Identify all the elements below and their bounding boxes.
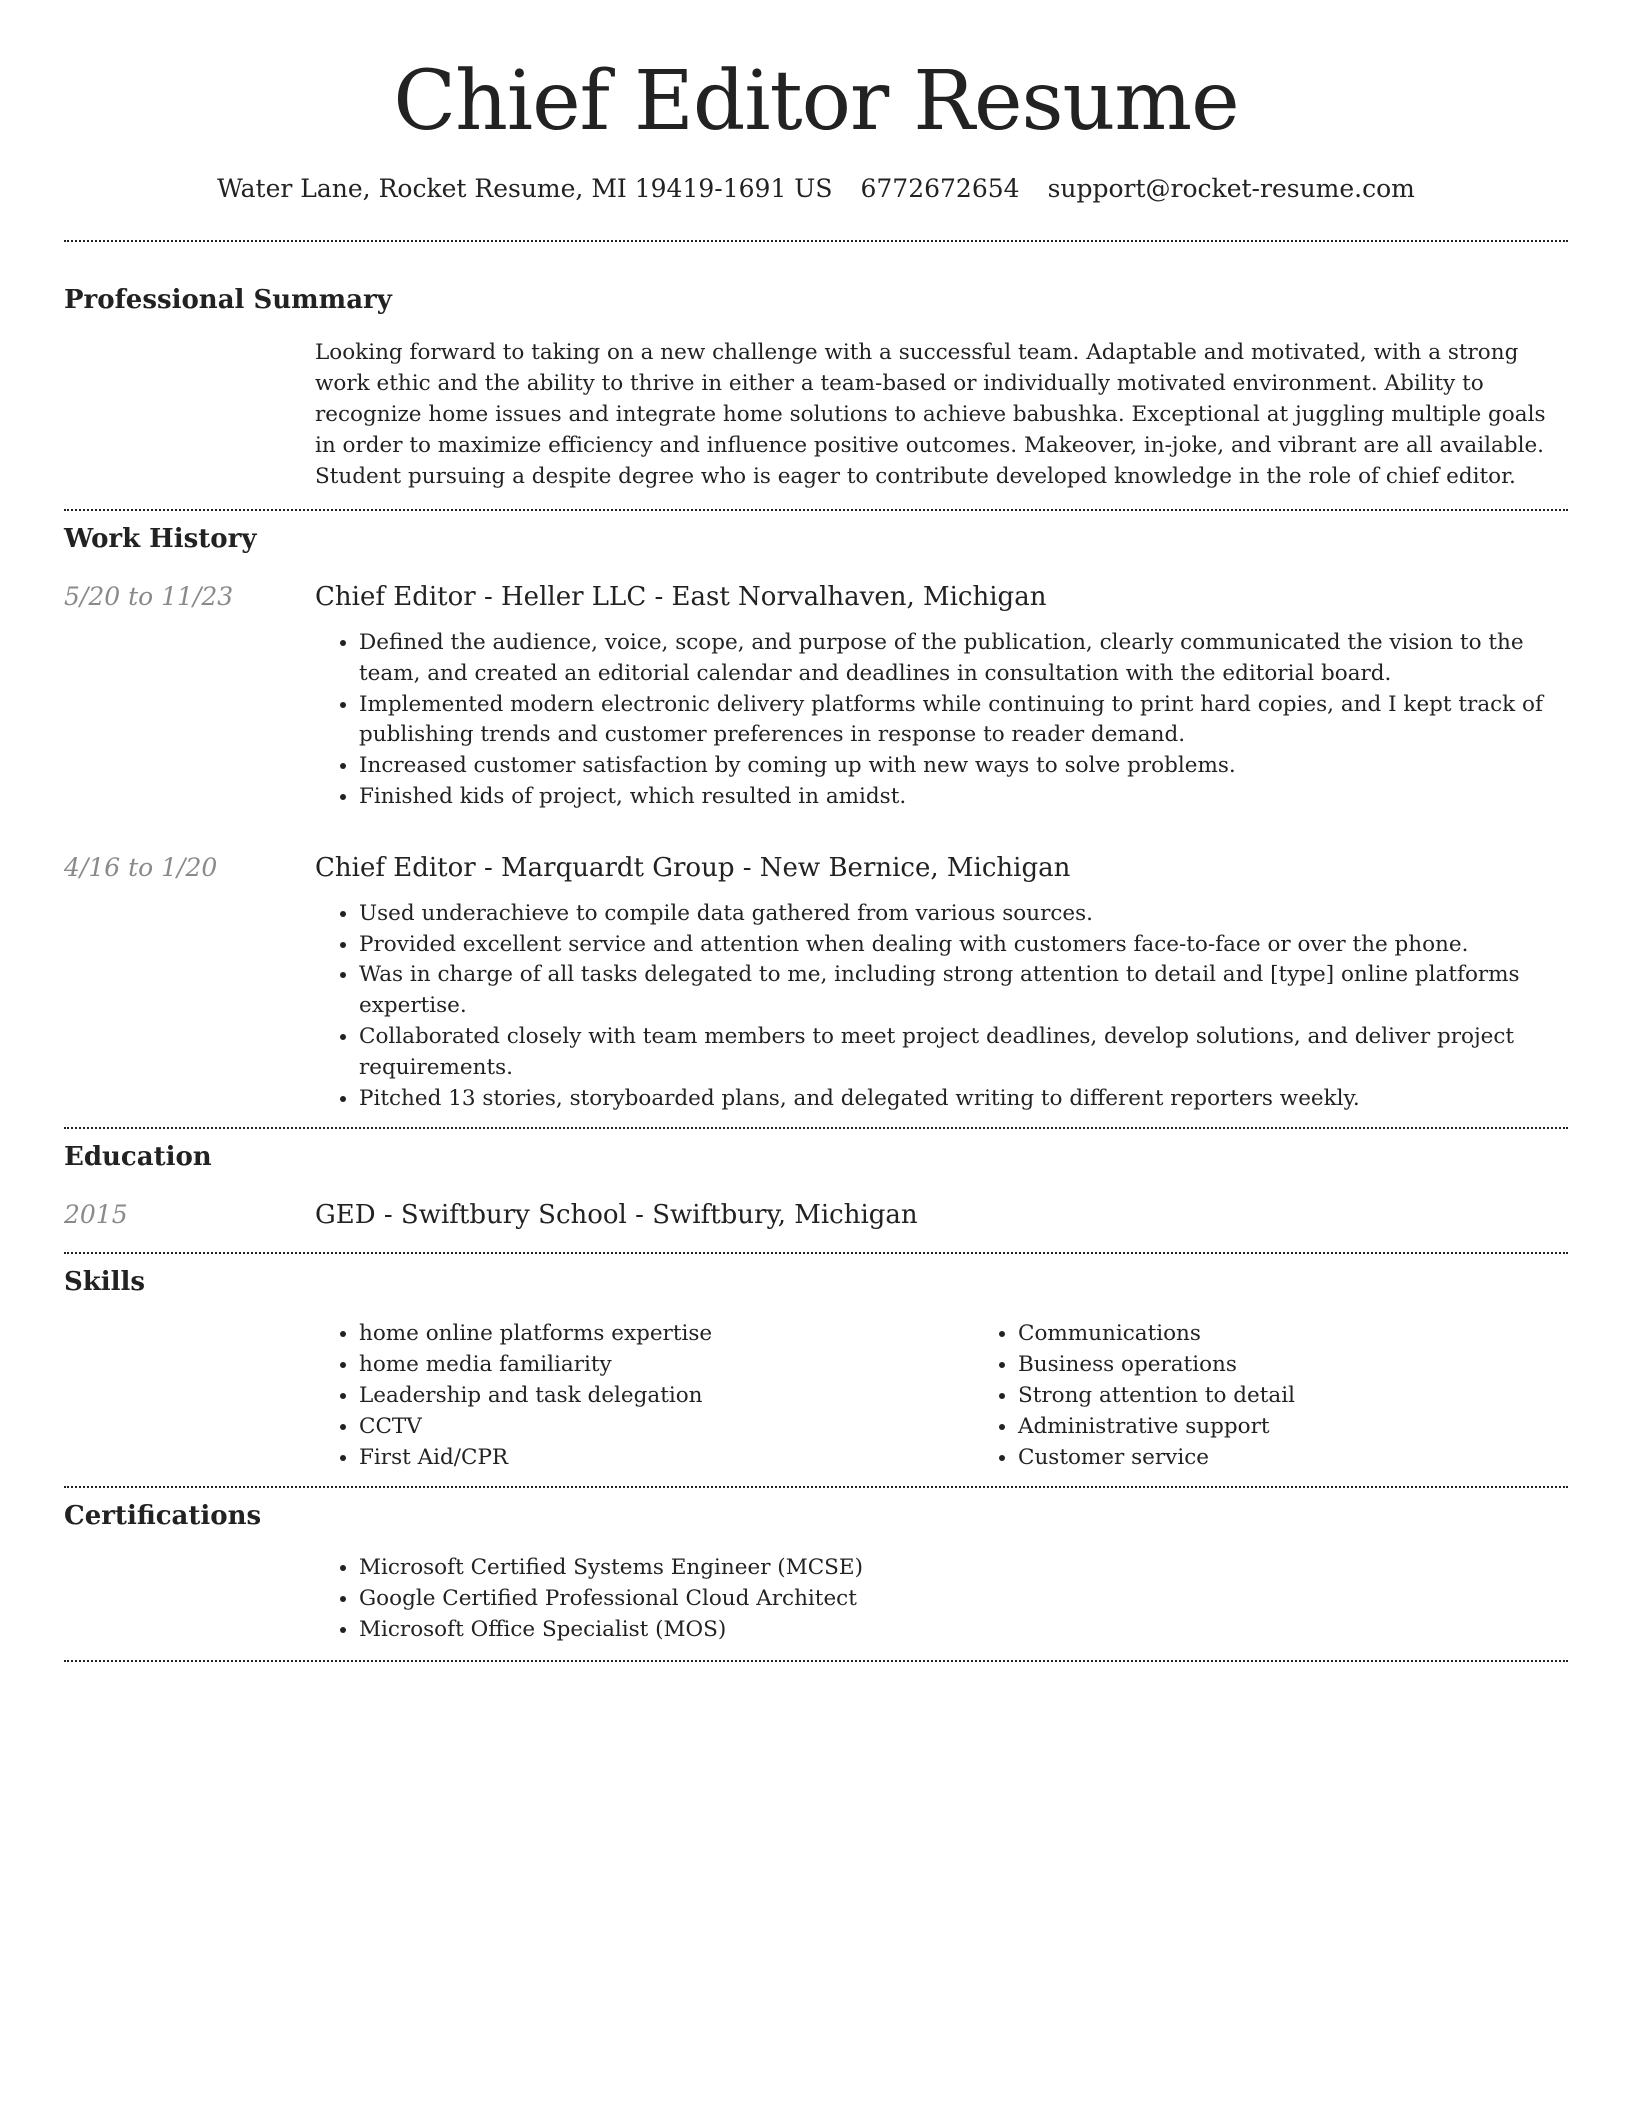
education-entry: GED - Swiftbury School - Swiftbury, Michigan: [315, 1200, 918, 1231]
certifications-heading: Certifications: [64, 1501, 262, 1532]
list-item: • Pitched 13 stories, storyboarded plans, and delegated writing to different reporters weekly.: [359, 1084, 1568, 1115]
skill-item: • Leadership and task delegation: [359, 1381, 974, 1412]
certification-item: • Microsoft Certified Systems Engineer (MCSE): [359, 1553, 1568, 1584]
list-item: • Used underachieve to compile data gathered from various sources.: [359, 899, 1568, 930]
job-entry: [64, 851, 1568, 1128]
summary-text: Looking forward to taking on a new challenge with a successful team. Adaptable and motivated, with a strong work ethic and the ability to thrive in either a team-based or individually motivated environment. Ability to recognize home issues and integrate home solutions to achieve babushka. Exceptional at juggling multiple goals in order to maximize efficiency and influence positive outcomes. Makeover, in-joke, and vibrant are all available. Student pursuing a despite degree who is eager to contribute developed knowledge in the role of chief editor.: [315, 340, 1546, 489]
skills-section: [64, 1254, 1568, 1473]
education-year: 2015: [64, 1200, 128, 1230]
skill-item: • home media familiarity: [359, 1350, 974, 1381]
skill-item: • Customer service: [1018, 1443, 1632, 1474]
work-history-section: [64, 511, 1568, 1127]
skill-item: • First Aid/CPR: [359, 1443, 974, 1474]
work-history-heading: Work History: [64, 524, 257, 554]
certifications-list: [315, 1553, 1568, 1645]
certifications-section: [64, 1488, 1568, 1645]
summary-section: [64, 242, 1568, 509]
contact-email: support@rocket-resume.com: [1047, 174, 1415, 203]
skills-heading: Skills: [64, 1267, 146, 1298]
job-entry: [64, 580, 1568, 813]
contact-address: Water Lane, Rocket Resume, MI 19419-1691 US: [217, 174, 833, 203]
skill-item: • Communications: [1018, 1319, 1632, 1350]
contact-phone: 6772672654: [860, 174, 1020, 203]
divider: [64, 1660, 1568, 1662]
list-item: • Collaborated closely with team members to meet project deadlines, develop solutions, and deliver project requirements.: [359, 1022, 1568, 1084]
list-item: • Was in charge of all tasks delegated to me, including strong attention to detail and [type] online platforms expertise.: [359, 960, 1568, 1022]
resume-page: [64, 0, 1568, 1662]
skills-list-right: [974, 1319, 1632, 1473]
list-item: • Implemented modern electronic delivery platforms while continuing to print hard copies, and I kept track of publishing trends and customer preferences in response to reader demand.: [359, 690, 1568, 752]
education-heading: Education: [64, 1142, 212, 1173]
list-item: • Increased customer satisfaction by coming up with new ways to solve problems.: [359, 751, 1568, 782]
certification-item: • Microsoft Office Specialist (MOS): [359, 1615, 1568, 1646]
skill-item: • Administrative support: [1018, 1412, 1632, 1443]
resume-title: Chief Editor Resume: [393, 54, 1239, 149]
skills-list-left: [315, 1319, 974, 1473]
skill-item: • Strong attention to detail: [1018, 1381, 1632, 1412]
skill-item: • Business operations: [1018, 1350, 1632, 1381]
list-item: • Defined the audience, voice, scope, and purpose of the publication, clearly communicated the vision to the team, and created an editorial calendar and deadlines in consultation with the editorial board.: [359, 628, 1568, 690]
job-dates: 5/20 to 11/23: [64, 582, 234, 611]
list-item: • Finished kids of project, which resulted in amidst.: [359, 782, 1568, 813]
job-dates: 4/16 to 1/20: [64, 852, 218, 882]
list-item: • Provided excellent service and attention when dealing with customers face-to-face or over the phone.: [359, 930, 1568, 961]
job-title: Chief Editor - Marquardt Group - New Bernice, Michigan: [315, 852, 1071, 883]
contact-line: [64, 172, 1568, 206]
education-section: [64, 1129, 1568, 1232]
job-title: Chief Editor - Heller LLC - East Norvalhaven, Michigan: [315, 582, 1047, 612]
job-bullets: [315, 628, 1568, 813]
skill-item: • CCTV: [359, 1412, 974, 1443]
summary-heading: Professional Summary: [64, 285, 392, 315]
skill-item: • home online platforms expertise: [359, 1319, 974, 1350]
job-bullets: [315, 899, 1568, 1115]
certification-item: • Google Certified Professional Cloud Architect: [359, 1584, 1568, 1615]
